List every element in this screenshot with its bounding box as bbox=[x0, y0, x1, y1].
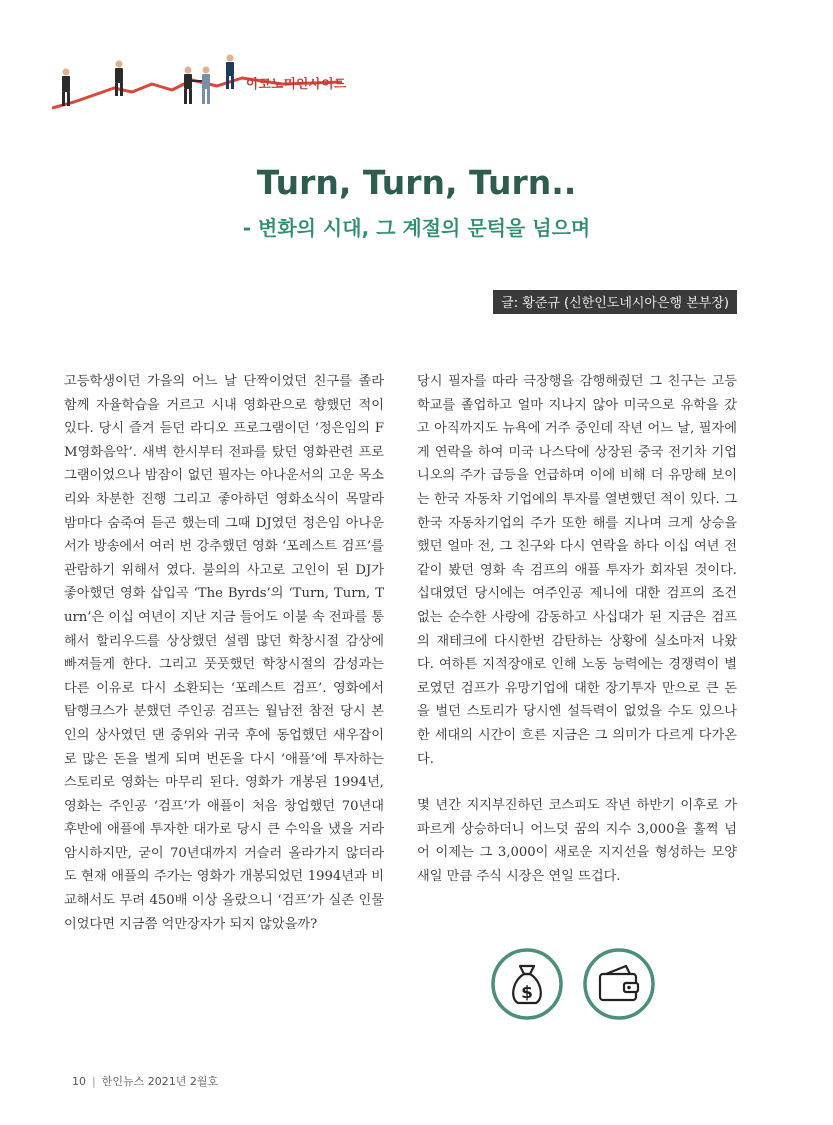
wallet-icon bbox=[582, 947, 656, 1021]
footer-divider: | bbox=[92, 1075, 96, 1088]
article-subtitle: - 변화의 시대, 그 계절의 문턱을 넘으며 bbox=[242, 216, 591, 240]
businessman-icon-3 bbox=[226, 55, 234, 90]
publication-name: 한인뉴스 2021년 2월호 bbox=[101, 1075, 219, 1088]
paragraph: 고등학생이던 가을의 어느 날 단짝이었던 친구를 졸라 함께 자율학습을 거르고 시내 영화관으로 향했던 적이 있다. 당시 즐겨 듣던 라디오 프로그램이던 ‘정은임의 FM영화음악’. 새벽 한시부터 전파를 탔던 영화관련 프로그램이었으나 밤잠이 없던 필자는 아나운서의 고운 목소리와 차분한 진행 그리고 좋아하던 영화소식이 목말라 밤마다 숨죽여 듣곤 했는데 그때 DJ였던 정은임 아나운서가 방송에서 여러 번 강추했던 영화 ‘포레스트 검프’를 관람하기 위해서 였다. 불의의 사고로 고인이 된 DJ가 좋아했던 영화 삽입곡 ‘The Byrds’의 ‘Turn, Turn, Turn’은 이십 여년이 지난 지금 들어도 이불 속 전파를 통해서 할리우드를 상상했던 설렘 많던 학창시절 감상에 빠져들게 한다. 그리고 풋풋했던 학창시절의 감성과는 다른 이유로 다시 소환되는 ‘포레스트 검프’. 영화에서 탐행크스가 분했던 주인공 검프는 월남전 참전 당시 본인의 상사였던 댄 중위와 귀국 후에 동업했던 새우잡이로 많은 돈을 벌게 되며 번돈을 다시 ‘애플’에 투자하는 스토리로 영화는 마무리 된다. 영화가 개봉된 1994년, 영화는 주인공 ‘검프’가 애플이 처음 창업했던 70년대 후반에 애플에 투자한 대가로 당시 큰 수익을 냈을 거라 암시하지만, 굳이 70년대까지 거슬러 올라가지 않더라도 현재 애플의 주가는 영화가 개봉되었던 1994년과 비교해서도 무려 450배 이상 올랐으니 ‘검프’가 실존 인물이었다면 지금쯤 억만장자가 되지 않았을까? bbox=[64, 374, 384, 932]
page-footer bbox=[72, 1073, 218, 1089]
article-title: Turn, Turn, Turn.. bbox=[256, 163, 577, 202]
page-number: 10 bbox=[72, 1075, 86, 1088]
businessman-icon-2 bbox=[115, 61, 123, 97]
article-column-left bbox=[64, 370, 384, 936]
section-label: 이코노미인사이드 bbox=[246, 76, 347, 91]
handshake-figures-icon bbox=[184, 67, 210, 105]
paragraph: 몇 년간 지지부진하던 코스피도 작년 하반기 이후로 가파르게 상승하더니 어느덧 꿈의 지수 3,000을 훌쩍 넘어 이제는 그 3,000이 새로운 지지선을 형성하는 모양새일 만큼 주식 시장은 연일 뜨겁다. bbox=[417, 798, 737, 884]
paragraph: 당시 필자를 따라 극장행을 감행해줬던 그 친구는 고등학교를 졸업하고 얼마 지나지 않아 미국으로 유학을 갔고 아직까지도 뉴욕에 거주 중인데 작년 어느 날, 필자에게 연락을 하여 미국 나스닥에 상장된 중국 전기차 기업 니오의 주가 급등을 언급하며 이에 비해 더 유망해 보이는 한국 자동차 기업에의 투자를 열변했던 적이 있다. 그 한국 자동차기업의 주가 또한 해를 지나며 크게 상승을 했던 얼마 전, 그 친구와 다시 연락을 하다 이십 여년 전 같이 봤던 영화 속 검프의 애플 투자가 회자된 것이다. 십대였던 당시에는 여주인공 제니에 대한 검프의 조건 없는 순수한 사랑에 감동하고 사십대가 된 지금은 검프의 재테크에 다시한번 감탄하는 상황에 실소마저 나왔다. 여하튼 지적장애로 인해 노동 능력에는 경쟁력이 별로였던 검프가 유망기업에 대한 장기투자 만으로 큰 돈을 벌던 스토리가 당시엔 설득력이 없었을 수도 있으나 한 세대의 시간이 흐른 지금은 그 의미가 다르게 다가온다. bbox=[417, 374, 737, 767]
article-column-right bbox=[417, 370, 737, 888]
author-byline: 글: 황준규 (신한인도네시아은행 본부장) bbox=[493, 290, 737, 314]
businessman-icon-1 bbox=[62, 69, 70, 107]
decorative-icons bbox=[490, 947, 670, 1027]
svg-text:$: $ bbox=[521, 983, 533, 1003]
money-bag-icon bbox=[490, 947, 564, 1021]
